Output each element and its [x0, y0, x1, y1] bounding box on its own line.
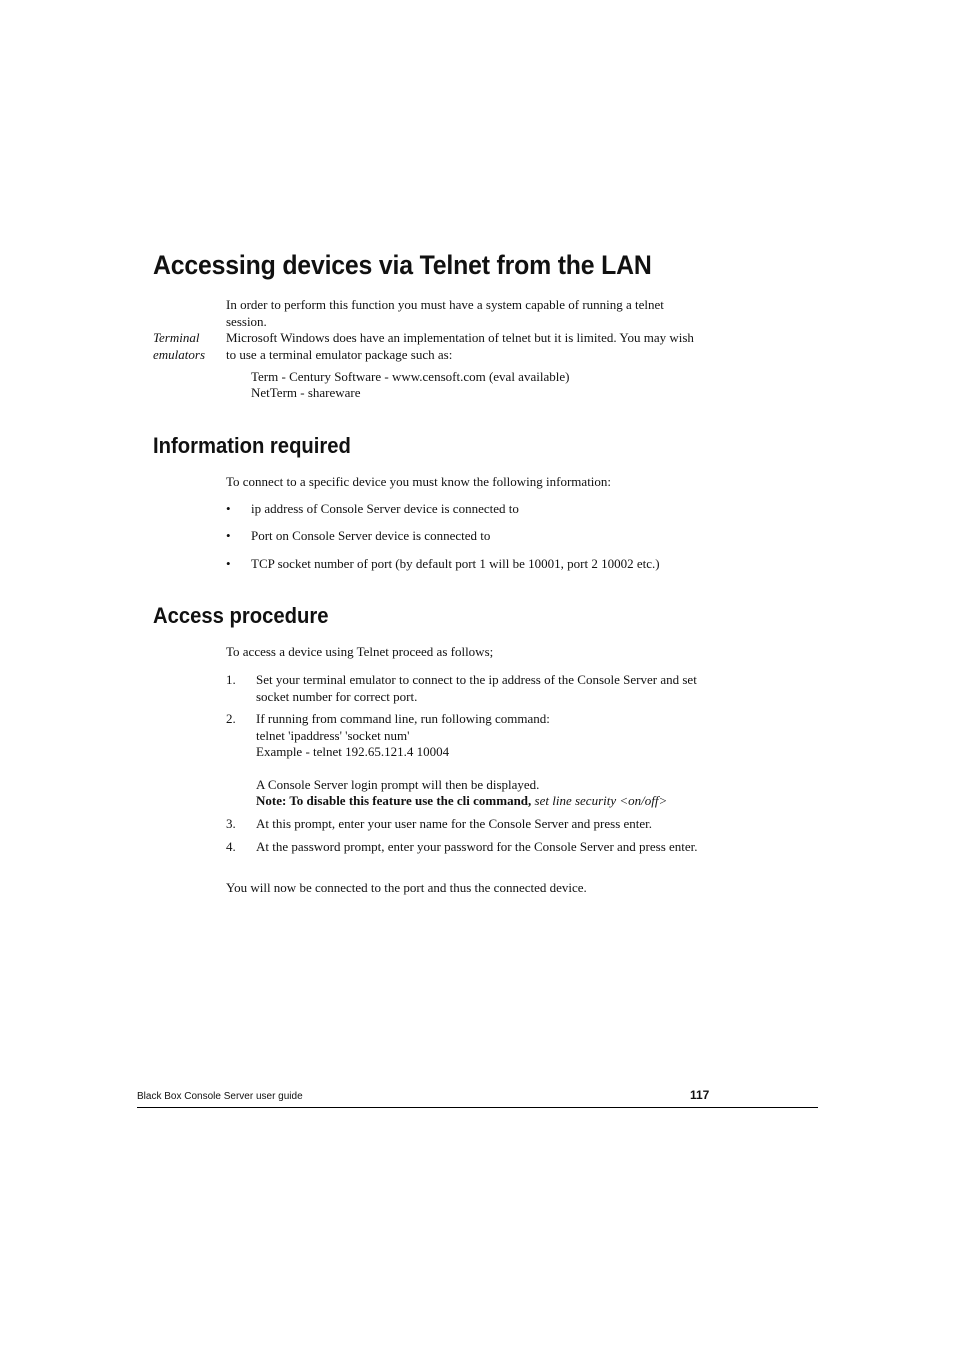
step-number: 4. — [226, 839, 236, 854]
footer-rule — [137, 1107, 818, 1108]
footer-guide-name: Black Box Console Server user guide — [137, 1091, 303, 1102]
note-command: set line security <on/off> — [534, 793, 668, 808]
note-bold: Note: To disable this feature use the cli command, — [256, 793, 532, 808]
intro-paragraph: In order to perform this function you must have a system capable of running a telnet session. — [226, 297, 664, 329]
step-number: 3. — [226, 816, 236, 831]
footer-page-number: 117 — [690, 1088, 710, 1102]
step-number: 2. — [226, 711, 236, 726]
command-syntax: telnet 'ipaddress' 'socket num' — [256, 727, 410, 743]
emulator-item: NetTerm - shareware — [251, 385, 361, 400]
step-text: Set your terminal emulator to connect to the ip address of the Console Server and set socket number for correct port. — [256, 672, 697, 704]
emulator-item: Term - Century Software - www.censoft.com (eval available) — [251, 369, 570, 384]
windows-telnet-paragraph: Microsoft Windows does have an implementation of telnet but it is limited. You may wish to use a terminal emulator package such as: — [226, 330, 694, 362]
step-text: At this prompt, enter your user name for the Console Server and press enter. — [256, 816, 653, 831]
closing-paragraph: You will now be connected to the port and thus the connected device. — [226, 880, 587, 895]
bullet-marker: • — [226, 556, 231, 571]
margin-note-line: emulators — [153, 346, 205, 362]
list-item: Port on Console Server device is connected to — [251, 528, 491, 543]
margin-note-terminal-emulators — [153, 330, 223, 363]
step-text — [256, 711, 706, 810]
info-lead-paragraph: To connect to a specific device you must know the following information: — [226, 474, 612, 489]
list-item: TCP socket number of port (by default port 1 will be 10001, port 2 10002 etc.) — [251, 556, 660, 571]
margin-note-line: Terminal — [153, 330, 200, 345]
step-line: A Console Server login prompt will then be displayed. — [256, 776, 540, 792]
page-title: Accessing devices via Telnet from the LAN — [153, 250, 652, 280]
bullet-marker: • — [226, 528, 231, 543]
section-heading-access-procedure: Access procedure — [153, 603, 329, 628]
step-note — [256, 793, 706, 810]
section-heading-information-required: Information required — [153, 433, 351, 458]
command-example: Example - telnet 192.65.121.4 10004 — [256, 744, 450, 759]
bullet-marker: • — [226, 501, 231, 516]
step-text: At the password prompt, enter your password for the Console Server and press enter. — [256, 839, 698, 854]
list-item: ip address of Console Server device is connected to — [251, 501, 519, 516]
step-line: If running from command line, run following command: — [256, 711, 550, 726]
access-lead-paragraph: To access a device using Telnet proceed as follows; — [226, 644, 494, 659]
step-number: 1. — [226, 672, 236, 687]
